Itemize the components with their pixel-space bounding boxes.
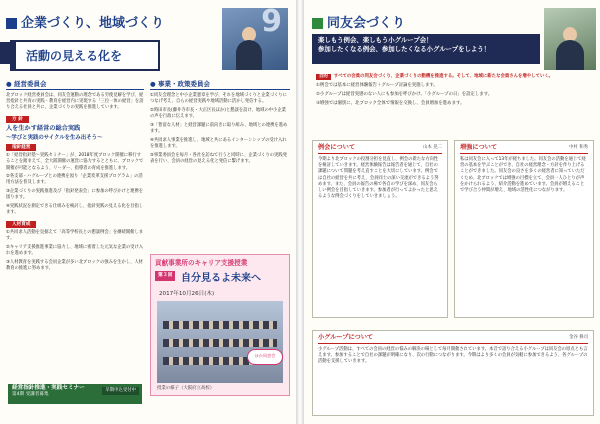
title-square-icon [312,18,323,29]
membership-box-author: 中村 和秀 [569,144,588,150]
guideline-item: ③企業づくりの実践推進及び「指針発表会」に参加の呼びかけと連携を図ります。 [6,189,144,201]
flyer-main-title: 自分見るよ未来へ [181,273,261,284]
business-item: ②時田市長(藤井寺市長・大正区長ほか)と懇談を設け、地域の中小企業の声を行政に伝えます。 [150,107,286,120]
guideline-tag: 指針経営 [6,144,36,151]
policy-subtitle: 〜学びと実践のサイクルを生み出そう〜 [6,135,103,142]
career-support-flyer [150,254,290,396]
flyer-heading: 貢献事業所のキャリア支援授業 [155,259,248,267]
seminar-banner-title: 経営指針推進・実践セミナー [12,385,85,391]
business-item: ⑤事業委員会を毎月・各社を訪ねて行うと同時に、企業づくりの実践発表を行い、会員の経営の見える化と発信に繋げます。 [150,152,287,164]
membership-box [454,140,594,318]
right-header-photo [544,8,596,70]
photo-person-body [556,40,584,70]
seminar-banner-sub: 第4期 受講者募集 [12,392,49,397]
seminar-banner-badge: 早期申込受付中 [102,387,139,395]
flyer-classroom-photo [157,301,283,383]
small-group-box-body: 小グループ活動は、すべての会員の経営の悩みの解決の場として毎月開催されています。本音で語り合える小グループは同友会の原点とも言えます。参加することで自社の課題が明確になり、次の行動につながります。今期はより多くの会員が気軽に参加できるよう、各グループの活動を支援していきます。 [318,347,588,365]
membership-box-body: 私は同友会に入って13年が経ちました。同友会の活動を通じて経営の基本を学ぶことができ、自社の経営理念・方針を作り上げることができました。同友会の良さを多くの経営者に知っていただくため、北ブロックでは増強の目標を立て、会員一人ひとりが声をかけられるよう、紹介活動を進めています。会員が増えることで学び合う仲間が増え、地域の活性化につながります。 [460,157,586,194]
small-group-box [312,330,594,416]
policy-tag: 方 針 [6,116,29,123]
right-page-title: 同友会づくり [312,12,405,31]
hr-item: ②キャリア支援推進事業に協力し、地域に密着した元気な企業の受け入れを進めます。 [6,244,144,257]
guideline-item: ①「経営指針塾〜実践セミナー」が、2018年度ブロック開催に移行することを踏まえて、全大阪開催の運営に協力するとともに、ブロックで開催が可能となるよう、リーダー、指導者の育成を推進します。 [6,153,144,171]
left-page [0,0,296,424]
right-point-banner [312,34,540,64]
right-lead-section [316,74,596,110]
business-item: ③「豊富な人材」と経営課題に前向きに取り組み、地域との連携を進めます。 [150,122,288,135]
business-item: ①同友会理念と中小企業憲章を学び、それを地域づくりと企業づくりにつなげ考え、自らの経営実践や地域活動に活かし発信する。 [150,93,287,105]
business-policy-column [150,80,290,168]
photo-person-body [236,40,262,70]
membership-box-label: 増強について [460,144,498,151]
flyer-badge: 第３回 [155,271,175,281]
hr-tag: 人材育成 [6,221,36,228]
point-line: 参加したくなる例会、参加したくなる小グループをしよう！ [318,45,491,53]
title-square-icon [6,18,17,29]
hr-item: ①共同求人活動を見据えて「高等学校長との懇談例会」を継続開催します。 [6,229,144,242]
meeting-box-label: 例会について [318,144,356,151]
page-fold [296,0,304,424]
management-intro: 北ブロック経営委員会は、同友会運動の理念である労使見解を学び、経営指針と共育の実践・教育を経営内に実現する「三位一体の経営」を語り合える社員と共に、企業づくりの実践を推進しています。 [6,93,144,111]
seminar-banner[interactable] [8,384,142,404]
right-page [304,0,600,424]
business-item: ④共同求人事業を推進し、地域と共にあるインターンシップの受け入れを推進します。 [150,137,287,149]
purpose-text: すべての会員の同友会づくり、企業づくりの動機を推進する。そして、地域に新たな会員さんを増やしていく。 [333,74,554,79]
photo-student-row [163,339,277,347]
small-group-box-label: 小グループについて [318,334,374,341]
flyer-caption: 授業の様子（大阪府立高校） [157,386,215,391]
flyer-date: 2017年10月26日(木) [159,291,215,297]
small-group-box-author: 金谷 修司 [569,334,588,340]
left-header-photo [222,8,288,70]
meeting-box-body: 今期より北ブロックの役割分担を見直し、例会の新たな方向性を検討していきます。経営体験報告は報告者を通じて、自社の課題について問題を考え直すことを大切にしています。例会では自社の経営を共に考え、会員同士の深い交流ができるよう努めます。また、会員の報告の場で各自の学びを深め、同友会らしい例会を目指していきます。参加者が行ってよかったと思えるような例会づくりをしていきましょう。 [318,157,439,200]
policy-title: 人を生かす経営の総合実践 [6,125,81,133]
business-policy-heading: ● 事業・政策委員会 [150,80,290,90]
meeting-box-author: 山本 晃二 [423,144,442,150]
subtitle-accent-bar [0,42,10,64]
guideline-item: ④実践状況を測定できる仕組みを検討し、指針実践の見える化を目指します。 [6,204,144,216]
purpose-point: ②小グループは経営実感のない人にも参加を呼びかけ、「小グループの日」を設定します。 [316,91,493,97]
guideline-item: ②各支部・ハグループとの連携を図り「企業変革支援プログラム」の活用方法を普及します。 [6,174,143,186]
management-committee-column [6,80,144,275]
meeting-box [312,140,448,318]
purpose-point: ③増強では個別に、北ブロック全体で情報を交換し、会員増加を進めます。 [316,100,465,106]
left-page-title: 企業づくり、地域づくり [6,12,164,31]
management-committee-heading: ● 経営委員会 [6,80,144,90]
purpose-tag: 目的 [316,74,331,80]
flyer-pill: ほか同窓会 [247,349,283,365]
photo-student-row [163,321,277,329]
hr-item: ③人材教育を実践する会員企業が多い北ブロックの強みを生かし、人材教育の推進に努めます。 [6,259,143,271]
photo-watermark-numeral: 9 [261,8,282,39]
point-line: 楽しもう例会、楽しもう小グループ会！ [318,36,433,44]
left-subtitle: 活動の見える化を [10,40,160,71]
purpose-point: ①例会では基本に経営体験報告＋グループ討論を実施します。 [316,82,438,88]
